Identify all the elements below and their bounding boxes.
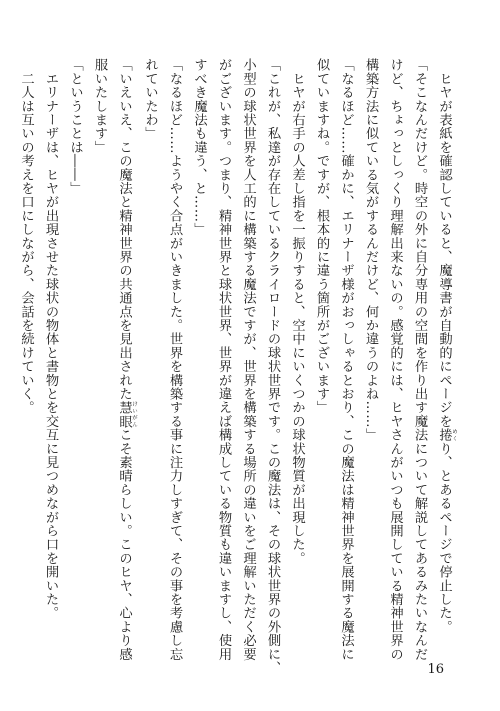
text-line [13,58,38,628]
text-run: 小型の球状世界を人工的に構築する魔法ですが、世界を構築する場所の違いをご理解いただく必要 [240,58,256,661]
ruby-annotation [116,400,137,428]
text-line [284,58,309,628]
text-line [162,58,187,661]
text-run: 「ということは――」 [67,58,83,195]
text-line [137,58,162,628]
text-run: すべき魔法も違う、と……」 [191,58,207,237]
text-run: こそ素晴らしい。このヒヤ、心より感 [116,427,132,661]
text-line [111,58,137,661]
ruby-base: 捲 [436,427,452,442]
page-number: 16 [427,662,444,677]
text-run: 「なるほど……確かに、エリナーザ様がおっしゃるとおり、この魔法は精神世界を展開する魔法に [338,58,354,661]
text-run: 「これが、私達が存在しているクライロードの球状世界です。この魔法は、その球状世界の外側に、 [265,58,280,675]
text-line [407,58,432,661]
text-run: エリナーザは、ヒヤが出現させた球状の物体と書物とを交互に見つめながら口を開いた。 [43,58,58,620]
text-run: 「いえいえ、この魔法と精神世界の共通点を見出された [116,58,132,401]
text-line [62,58,87,628]
text-run: り、とあるページで停止した。 [436,441,452,634]
text-line [211,58,236,661]
text-line [186,58,211,628]
ruby-reading: めく [451,427,457,442]
text-run: 「なるほど……ようやく合点がいきました。世界を構築する事に注力しすぎて、その事を考慮し忘 [167,58,182,661]
text-line [333,58,358,661]
text-run: 二人は互いの考えを口にしながら、会話を続けていく。 [18,58,34,415]
ruby-base: 慧眼 [116,400,132,428]
text-run: 「そこなんだけど。時空の外に自分専用の空間を作り出す魔法について解説してあるみたいなんだ [412,58,427,661]
text-line [38,58,63,628]
ruby-annotation [436,427,457,442]
text-run: 構築方法に似ている気がするんだけど、何か違うのよね……」 [363,58,378,442]
text-line [431,58,457,634]
text-run: けど、ちょっとしっくり理解出来ないの。感覚的には、ヒヤさんがいつも展開している精神世界の [387,58,403,661]
text-run: ヒヤが右手の人差し指を一振りすると、空中にいくつかの球状物質が出現した。 [289,58,305,565]
text-run: れていたわ」 [142,58,158,141]
text-line [260,58,285,675]
text-line [358,58,383,628]
text-line [382,58,407,661]
text-run: 似ていますね。ですが、根本的に違う箇所がございます」 [314,58,329,415]
text-line [235,58,260,661]
text-run: ヒヤが表紙を確認していると、魔導書が自動的にページを [436,58,452,428]
text-run: 服いたします」 [92,58,107,154]
text-line [309,58,334,628]
ruby-reading: けいがん [131,400,137,428]
text-run: がございます。つまり、精神世界と球状世界、世界が違えば構成している物質も違いますし、使用 [216,58,231,661]
text-line [87,58,112,628]
